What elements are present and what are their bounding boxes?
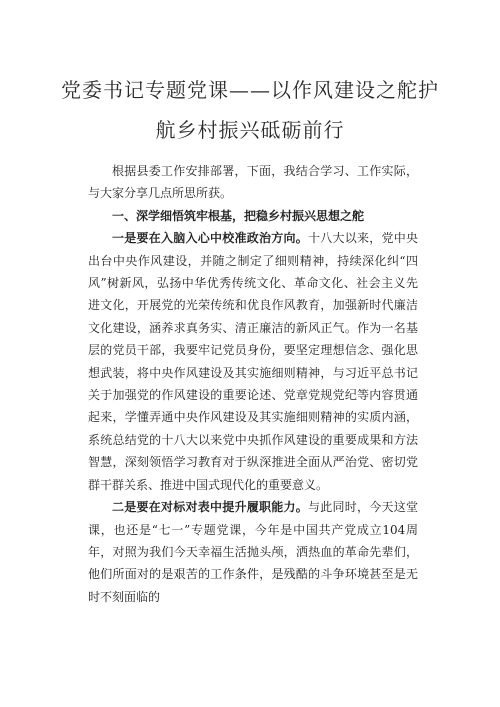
paragraph-2-text: 与此同时，今天这堂课，也还是“七一”专题党课，今年是中国共产党成立104周年，对照为我们今天幸福生活抛头颅，洒热血的革命先辈们，他们所面对的是艰苦的工作条件，是残酷的斗争环境甚至是无时不刻面临的	[88, 500, 418, 604]
paragraph-2-lead: 二是要在对标对表中提升履职能力。	[112, 500, 308, 515]
paragraph-1-lead: 一是要在入脑入心中校准政治方向。	[112, 231, 308, 246]
paragraph-1-text: 十八大以来，党中央出台中央作风建设，并随之制定了细则精神，持续深化纠“四风”树新风，弘扬中华优秀传统文化、革命文化、社会主义先进文化，开展党的光荣传统和优良作风教育，加强新时代廉洁文化建设，涵养求真务实、清正廉洁的新风正气。作为一名基层的党员干部，我要牢记党员身份，要坚定理想信念、强化思想武装，将中央作风建设及其实施细则精神，与习近平总书记关于加强党的作风建设的重要论述、党章党规党纪等内容贯通起来，学懂弄通中央作风建设及其实施细则精神的实质内涵，系统总结党的十八大以来党中央抓作风建设的重要成果和方法智慧，深刻领悟学习教育对于纵深推进全面从严治党、密切党群干群关系、推进中国式现代化的重要意义。	[88, 231, 418, 492]
section-heading-1: 一、深学细悟筑牢根基，把稳乡村振兴思想之舵	[112, 208, 365, 223]
intro-paragraph: 根据县委工作安排部署，下面，我结合学习、工作实际，与大家分享几点所思所获。	[88, 164, 418, 201]
paragraph-1	[88, 227, 418, 496]
paragraph-2	[88, 496, 418, 608]
document-title-line-1: 党委书记专题党课——以作风建设之舵护	[61, 78, 439, 102]
document-title-line-2: 航乡村振兴砥砺前行	[155, 118, 345, 142]
document-body	[88, 160, 418, 608]
